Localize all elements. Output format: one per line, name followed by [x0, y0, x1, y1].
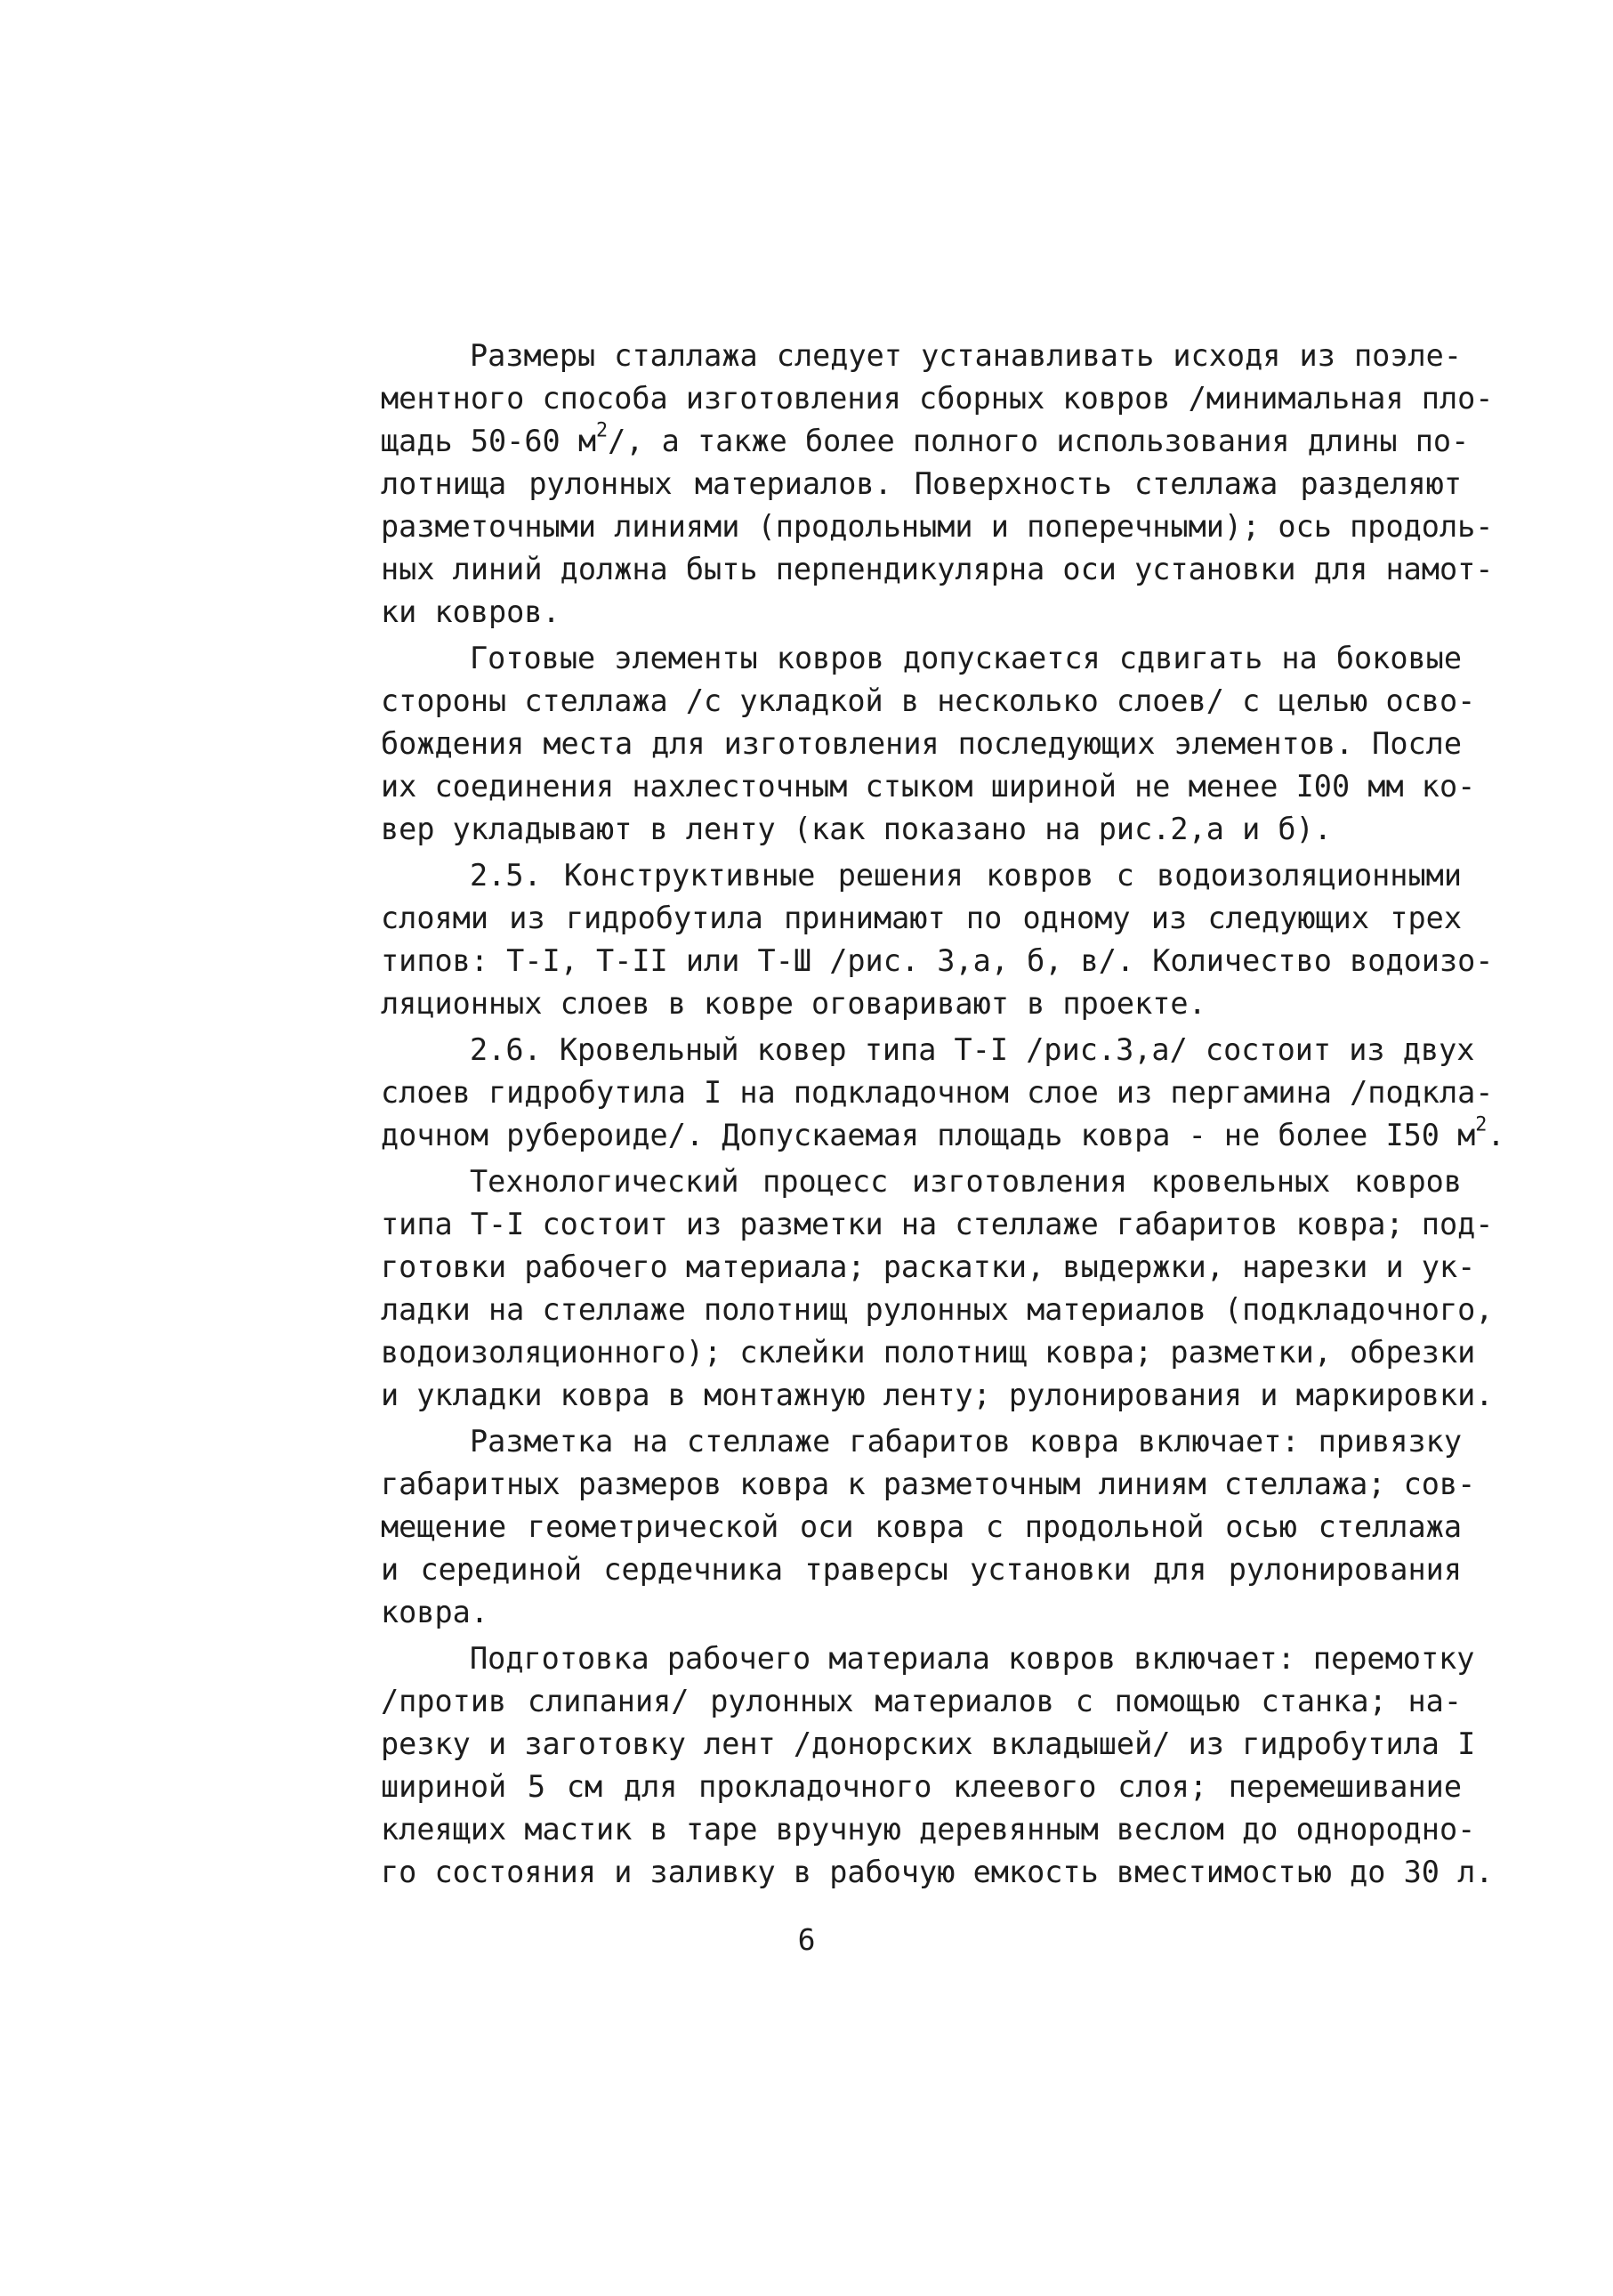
text-line: Готовые элементы ковров допускается сдвигать на боковые — [470, 641, 1462, 675]
text-line: и серединой сердечника траверсы установки для рулонирования — [381, 1552, 1462, 1587]
text-line: ментного способа изготовления сборных ковров /минимальная пло- — [381, 381, 1494, 416]
text-line: шириной 5 см для прокладочного клеевого слоя; перемешивание — [381, 1769, 1462, 1804]
text-line: типа Т-I состоит из разметки на стеллаже габаритов ковра; под- — [381, 1207, 1494, 1241]
paragraph-process — [381, 1160, 1494, 1417]
text-line: разметочными линиями (продольными и поперечными); ось продоль- — [381, 509, 1494, 544]
text-line: водоизоляционного); склейки полотнищ ковра; разметки, обрезки — [381, 1335, 1476, 1370]
paragraph-2-6 — [381, 1029, 1505, 1157]
text-line: габаритных размеров ковра к разметочным линиям стеллажа; сов- — [381, 1467, 1476, 1501]
text-line: ки ковров. — [381, 594, 561, 629]
text-line-tail: /, а также более полного использования длины по- — [608, 424, 1470, 458]
text-line: Размеры сталлажа следует устанавливать исходя из поэле- — [470, 338, 1462, 373]
text-line: Разметка на стеллаже габаритов ковра включает: привязку — [470, 1424, 1462, 1459]
text-line-head: дочном рубероиде/. Допускаемая площадь ковра - не более I50 м — [381, 1118, 1476, 1152]
text-line: клеящих мастик в таре вручную деревянным веслом до однородно- — [381, 1812, 1476, 1847]
page-number: 6 — [797, 1922, 816, 1957]
text-line: мещение геометрической оси ковра с продольной осью стеллажа — [381, 1509, 1462, 1544]
text-line: ляционных слоев в ковре оговаривают в проекте. — [381, 986, 1206, 1021]
text-line-tail: . — [1487, 1118, 1505, 1152]
paragraph-2 — [381, 637, 1476, 851]
text-line: слоев гидробутила I на подкладочном слое из пергамина /подкла- — [381, 1075, 1494, 1110]
text-line-head: щадь 50-60 м — [381, 424, 597, 458]
text-line: их соединения нахлесточным стыком шириной не менее I00 мм ко- — [381, 769, 1476, 804]
text-line: ных линий должна быть перпендикулярна оси установки для намот- — [381, 552, 1494, 586]
text-line: ковра. — [381, 1595, 489, 1629]
text-line: стороны стеллажа /с укладкой в несколько слоев/ с целью осво- — [381, 683, 1476, 718]
paragraph-preparation — [381, 1637, 1494, 1894]
superscript: 2 — [596, 419, 609, 442]
text-line — [381, 419, 1470, 463]
text-line: 2.6. Кровельный ковер типа Т-I /рис.3,а/ состоит из двух — [470, 1032, 1475, 1067]
text-line: резку и заготовку лент /донорских вкладышей/ из гидробутила I — [381, 1726, 1476, 1761]
paragraph-marking — [381, 1420, 1476, 1634]
text-line: и укладки ковра в монтажную ленту; рулонирования и маркировки. — [381, 1378, 1494, 1412]
text-line — [381, 1113, 1505, 1157]
text-line: го состояния и заливку в рабочую емкость вместимостью до 30 л. — [381, 1855, 1494, 1889]
text-line: Технологический процесс изготовления кровельных ковров — [470, 1164, 1462, 1199]
text-line: бождения места для изготовления последующих элементов. После — [381, 726, 1462, 761]
body-text — [381, 335, 1505, 1897]
text-line: готовки рабочего материала; раскатки, выдержки, нарезки и ук- — [381, 1249, 1476, 1284]
paragraph-1 — [381, 335, 1494, 634]
text-line: Подготовка рабочего материала ковров включает: перемотку — [470, 1641, 1475, 1676]
superscript: 2 — [1475, 1113, 1488, 1136]
text-line: 2.5. Конструктивные решения ковров с водоизоляционными — [470, 858, 1462, 893]
text-line: /против слипания/ рулонных материалов с помощью станка; на- — [381, 1684, 1462, 1718]
text-line: вер укладывают в ленту (как показано на рис.2,а и б). — [381, 812, 1332, 846]
paragraph-2-5 — [381, 854, 1494, 1025]
text-line: ладки на стеллаже полотнищ рулонных материалов (подкладочного, — [381, 1292, 1494, 1327]
text-line: типов: Т-I, Т-II или Т-Ш /рис. 3,а, б, в/. Количество водоизо- — [381, 943, 1494, 978]
text-line: лотнища рулонных материалов. Поверхность стеллажа разделяют — [381, 466, 1462, 501]
text-line: слоями из гидробутила принимают по одному из следующих трех — [381, 901, 1462, 935]
